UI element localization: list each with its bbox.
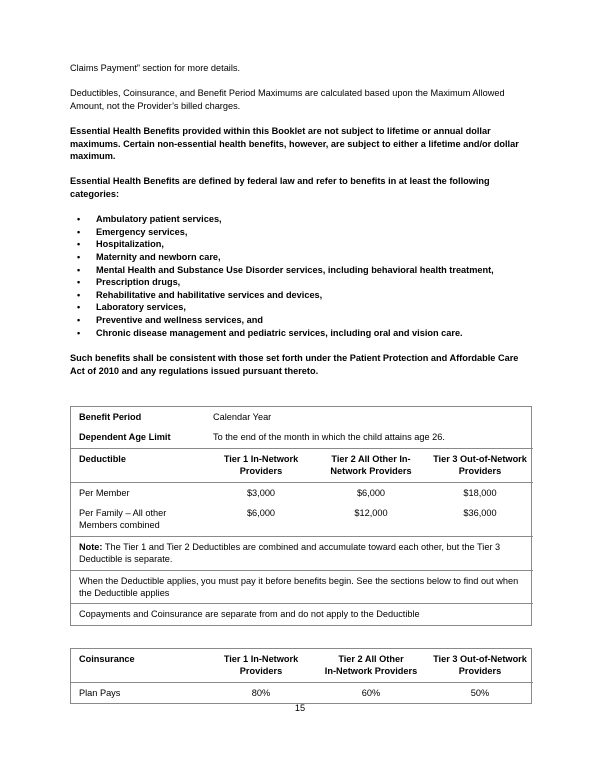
tier3-header-line1: Tier 3 Out-of-Network [433,453,527,464]
list-item-label: Chronic disease management and pediatric services, including oral and vision care. [96,327,463,338]
row-tier2-value: $12,000 [315,503,425,536]
table-row [71,482,533,503]
bullet-icon: • [77,252,81,263]
row-tier3-value: 50% [470,687,490,698]
tier1-header-line2: Providers [239,466,283,477]
deductible-header-label: Deductible [71,448,205,482]
bullet-icon: • [77,289,81,300]
bullet-icon: • [77,226,81,237]
list-item [70,327,532,340]
tier3-header-line2: Providers [458,466,502,477]
row-tier3-value: $36,000 [425,503,533,536]
bullet-icon: • [77,315,81,325]
list-item-label: Hospitalization, [96,239,164,250]
list-item [70,264,532,277]
essential-health-benefits-definition-paragraph: Essential Health Benefits are defined by federal law and refer to benefits in at least the following categories: [70,176,490,199]
table-spacer [70,626,532,648]
deductibles-calculation-paragraph: Deductibles, Coinsurance, and Benefit Period Maximums are calculated based upon the Maximum Allowed Amount, not the Provider’s billed charges. [70,88,505,111]
coinsurance-header-label: Coinsurance [71,649,205,682]
table-row [71,682,533,703]
coinsurance-table [70,648,532,704]
such-benefits-paragraph: Such benefits shall be consistent with those set forth under the Patient Protection and Affordable Care Act of 2010 and any regulations issued pursuant thereto. [70,353,519,376]
row-label-line1: Per Family – All other [79,508,167,519]
table-row-dependent-age-limit [71,427,533,448]
list-item-label: Mental Health and Substance Use Disorder services, including behavioral health treatment, [96,264,494,275]
list-item-label: Preventive and wellness services, and [96,315,263,325]
tier3-header-line1: Tier 3 Out-of-Network [433,653,527,664]
list-item [70,251,532,264]
list-item-label: Prescription drugs, [96,277,181,288]
list-item [70,238,532,251]
page-number: 15 [294,703,306,713]
bullet-icon: • [77,264,81,275]
dependent-age-limit-label: Dependent Age Limit [71,427,205,448]
table-row-note [71,536,533,570]
tier3-header [425,448,533,482]
note-text: The Tier 1 and Tier 2 Deductibles are combined and accumulate toward each other, but the Tier 3 Deductible is separate. [79,541,501,565]
table-row-benefit-period [71,407,533,427]
tier2-header-line1: Tier 2 All Other In- [331,453,411,464]
list-item-label: Ambulatory patient services, [96,214,222,225]
tier1-header-line1: Tier 1 In-Network [223,453,299,464]
benefit-period-label: Benefit Period [79,412,142,422]
row-label [71,503,205,536]
list-item [70,289,532,302]
tier2-header [315,448,425,482]
page-content [70,62,532,704]
tier2-header-line2: In-Network Providers [324,666,418,677]
row-tier2-value: 60% [361,687,381,698]
row-tier1-value: $3,000 [246,487,276,498]
tier2-header-line1: Tier 2 All Other [338,653,404,664]
dependent-age-limit-value: To the end of the month in which the child attains age 26. [205,427,533,448]
tier1-header [205,448,315,482]
list-item-label: Maternity and newborn care, [96,252,221,263]
benefit-period-value: Calendar Year [213,412,272,422]
list-item [70,226,532,239]
bullet-icon: • [77,327,81,338]
list-item [70,276,532,289]
list-item [70,301,532,314]
tier3-header [425,649,533,682]
list-item-label: Laboratory services, [96,302,186,313]
bullet-icon: • [77,214,81,225]
row-label: Per Member [79,487,130,498]
note-prefix: Note: [79,541,103,552]
bullet-icon: • [77,302,81,313]
table-header-row [71,448,533,482]
list-item-label: Rehabilitative and habilitative services and devices, [96,289,323,300]
table-row-copayments [71,604,533,625]
row-tier2-value: $6,000 [356,487,386,498]
tier1-header-line2: Providers [239,666,283,677]
row-tier1-value: 80% [251,687,271,698]
row-label: Plan Pays [79,687,121,698]
list-item-label: Emergency services, [96,226,188,237]
row-tier1-value: $6,000 [205,503,315,536]
bullet-icon: • [77,239,81,250]
tier1-header [205,649,315,682]
table-header-row [71,649,533,682]
row-tier3-value: $18,000 [463,487,497,498]
deductible-table [70,406,532,626]
table-row-deductible-applies [71,570,533,604]
copayments-text: Copayments and Coinsurance are separate from and do not apply to the Deductible [79,609,420,620]
intro-paragraph: Claims Payment” section for more details. [70,63,241,73]
list-item [70,314,532,327]
tier2-header-line2: Network Providers [330,466,412,477]
essential-health-benefits-maximums-paragraph: Essential Health Benefits provided within this Booklet are not subject to lifetime or annual dollar maximums. Certain non-essential health benefits, however, are subject to either a lifetime and/or dollar maximum. [70,126,519,162]
row-label-line2: Members combined [79,520,160,531]
deductible-note [71,536,533,570]
bullet-icon: • [77,277,81,288]
table-row [71,503,533,536]
tier3-header-line2: Providers [458,666,502,677]
tier2-header [315,649,425,682]
tier1-header-line1: Tier 1 In-Network [223,653,299,664]
essential-health-benefits-list [70,213,532,339]
deductible-applies-text: When the Deductible applies, you must pay it before benefits begin. See the sections below to find out when the Deductible applies [71,570,533,604]
list-item [70,213,532,226]
